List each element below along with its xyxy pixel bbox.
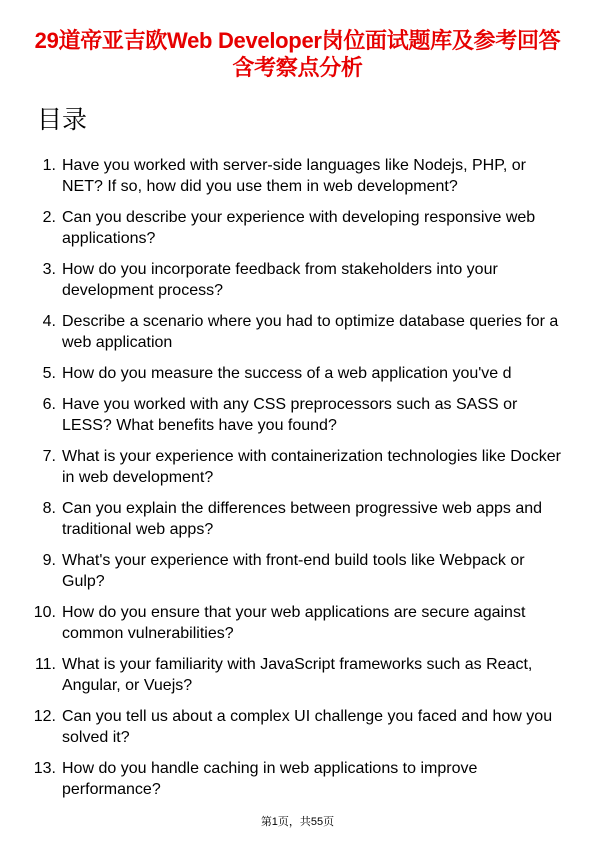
document-title: 29道帝亚吉欧Web Developer岗位面试题库及参考回答含考察点分析 [34,28,561,80]
toc-item-number: 8. [42,500,56,517]
toc-heading: 目录 [37,106,88,134]
toc-item[interactable] [0,550,595,592]
toc-item-text: Describe a scenario where you had to optimize database queries for a web application [62,313,559,351]
toc-item-number: 2. [42,209,56,226]
toc-item-number: 13. [33,760,56,777]
toc-item[interactable] [0,602,595,644]
toc-item[interactable] [0,155,595,197]
toc-item-text: Have you worked with server-side languages like Nodejs, PHP, or NET? If so, how did you use them in web development? [62,157,526,195]
toc-item-text: What is your experience with containerization technologies like Docker in web development? [62,448,561,486]
toc-item-text: Have you worked with any CSS preprocessors such as SASS or LESS? What benefits have you found? [62,396,518,434]
toc-item-text: What's your experience with front-end build tools like Webpack or Gulp? [62,552,525,590]
toc-item-number: 9. [42,552,56,569]
toc-item[interactable] [0,758,595,800]
toc-item-number: 4. [42,313,56,330]
toc-item-number: 1. [42,157,56,174]
toc-item[interactable] [0,498,595,540]
toc-item[interactable] [0,207,595,249]
toc-item-text: Can you explain the differences between progressive web apps and traditional web apps? [62,500,543,538]
page-footer: 第1页，共55页 [260,816,335,828]
toc-item[interactable] [0,706,595,748]
toc-item-text: Can you describe your experience with developing responsive web applications? [62,209,536,247]
toc-item-number: 12. [33,708,56,725]
toc-item-number: 11. [34,656,56,673]
toc-item-number: 5. [42,365,56,382]
toc-item-number: 7. [42,448,56,465]
toc-item[interactable] [0,259,595,301]
toc-item[interactable] [0,311,595,353]
toc-item[interactable] [0,363,595,384]
toc-item-number: 3. [42,261,56,278]
toc-item-text: How do you incorporate feedback from stakeholders into your development process? [62,261,498,299]
toc-item[interactable] [0,654,595,696]
toc-item-text: How do you measure the success of a web application you've d [62,365,512,382]
toc-item-text: How do you ensure that your web applications are secure against common vulnerabilities? [62,604,526,642]
toc-item[interactable] [0,446,595,488]
toc-item[interactable] [0,394,595,436]
toc-list [0,155,595,810]
toc-item-text: Can you tell us about a complex UI challenge you faced and how you solved it? [62,708,553,746]
toc-item-number: 10. [33,604,56,621]
toc-item-text: How do you handle caching in web applications to improve performance? [62,760,478,798]
toc-item-text: What is your familiarity with JavaScript frameworks such as React, Angular, or Vuejs? [62,656,533,694]
toc-item-number: 6. [42,396,56,413]
